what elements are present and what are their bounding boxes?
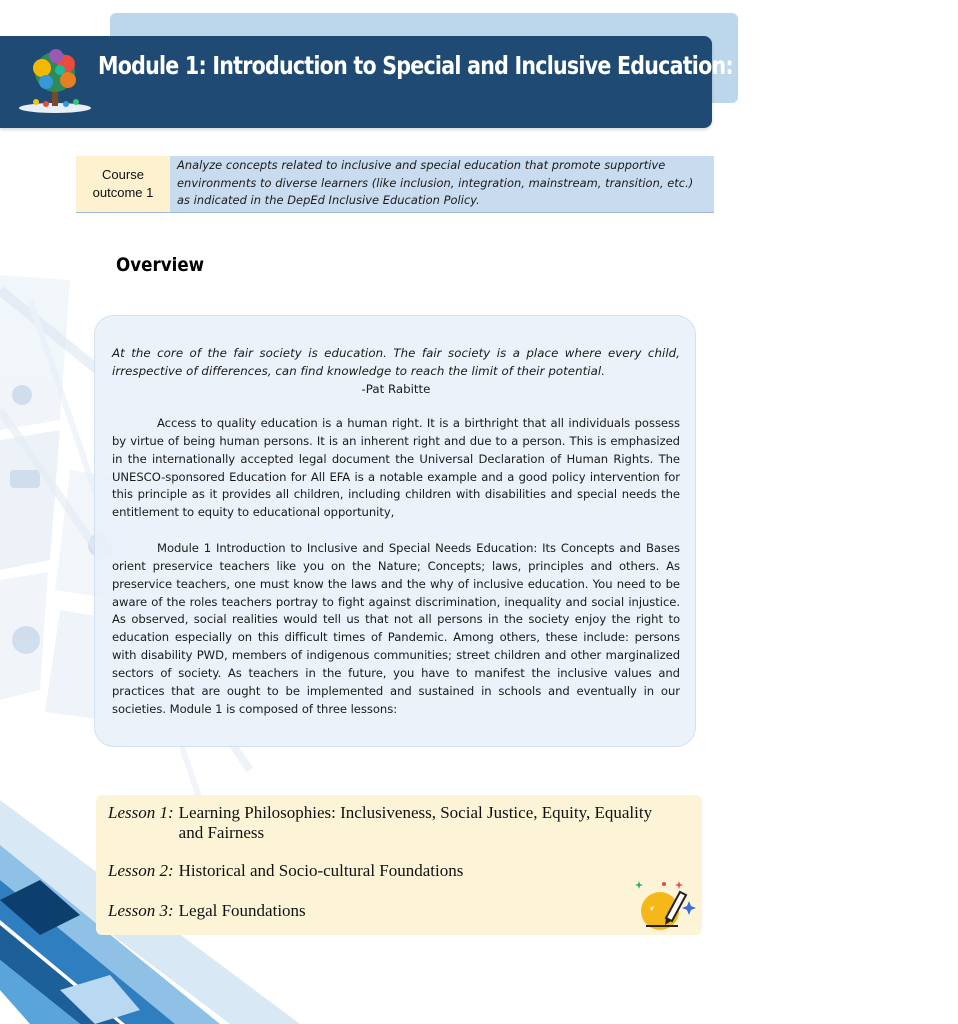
- module-header: [0, 36, 958, 128]
- lesson-title: Historical and Socio-cultural Foundations: [178, 861, 464, 880]
- overview-paragraph: Access to quality education is a human right. It is a birthright that all individuals possess by virtue of being human persons. It is an inherent right and due to a person. This is emphasized in the internationally accepted legal document the Universal Declaration of Human Rights. The UNESCO-sponsored Education for All EFA is a notable example and a good policy intervention for this principle as it provides all children, including children with disabilities and special needs the entitlement to equity to educational opportunity,: [112, 416, 680, 520]
- lesson-label: Lesson 1:: [108, 803, 174, 822]
- course-outcome-text: Analyze concepts related to inclusive and special education that promote supportive environments to diverse learners (like inclusion, integration, mainstream, transition, etc.) as indicated in the DepEd Inclusive Education Policy.: [170, 156, 714, 212]
- overview-paragraph: Module 1 Introduction to Inclusive and Special Needs Education: Its Concepts and Bases orient preservice teachers like you on the Nature; Concepts; laws, principles and others. As preservice teachers, one must know the laws and the why of inclusive education. You need to be aware of the roles teachers portray to fight against discrimination, inequality and social injustice. As observed, social realities would tell us that not all persons in the society enjoy the right to education especially on this difficult times of Pandemic. Among others, these include: persons with disability PWD, members of indigenous communities; street children and other marginalized sectors of society. As teachers in the future, you have to manifest the inclusive values and practices that are ought to be implemented and sustained in schools and eventually in our societies. Module 1 is composed of three lessons:: [112, 541, 680, 716]
- overview-heading: Overview: [116, 254, 205, 276]
- overview-box: [94, 315, 696, 747]
- quote-author: -Pat Rabitte: [361, 382, 431, 396]
- lesson-item: [108, 901, 678, 921]
- lesson-title: Learning Philosophies: Inclusiveness, Social Justice, Equity, Equality and Fairness: [178, 803, 653, 842]
- pen-writing-icon: [632, 878, 698, 934]
- lesson-item: [108, 803, 678, 843]
- course-outcome-table: [76, 156, 714, 213]
- page-title: Module 1: Introduction to Special and Inclusive Education: Concepts and Bases: [98, 51, 958, 80]
- lesson-label: Lesson 2:: [108, 861, 174, 880]
- tree-people-logo-icon: [16, 48, 94, 116]
- lesson-label: Lesson 3:: [108, 901, 174, 920]
- overview-quote: At the core of the fair society is education. The fair society is a place where every child, irrespective of differences, can find knowledge to reach the limit of their potential.: [112, 346, 680, 378]
- course-outcome-label: Course outcome 1: [76, 156, 170, 212]
- lesson-item: [108, 861, 678, 881]
- lesson-title: Legal Foundations: [178, 901, 306, 920]
- lessons-list: [96, 795, 702, 935]
